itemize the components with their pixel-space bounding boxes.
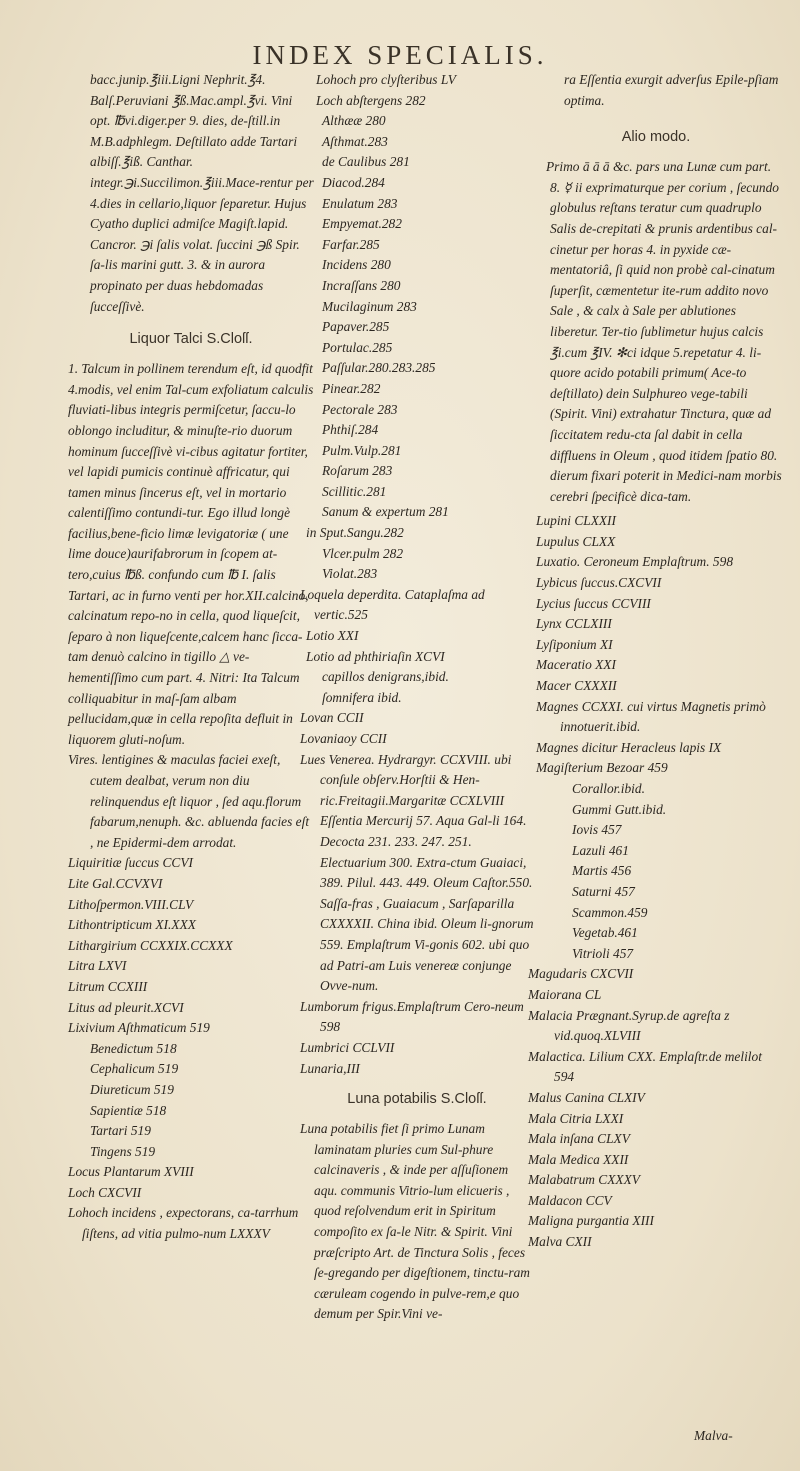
index-entry: Lumbrici CCLVII bbox=[300, 1039, 395, 1055]
index-entry: Litra LXVI bbox=[68, 958, 127, 974]
index-entry: Lupulus CLXX bbox=[536, 533, 616, 549]
index-subentry: Pinear.282 bbox=[322, 380, 381, 396]
index-subentry: Lazuli 461 bbox=[572, 842, 629, 858]
index-subentry: Vlcer.pulm 282 bbox=[322, 545, 404, 561]
index-subentry: Sapientiæ 518 bbox=[90, 1102, 167, 1118]
index-subentry: Diacod.284 bbox=[322, 174, 385, 190]
section-heading: Alio modo. bbox=[621, 129, 691, 146]
index-subentry: Mucilaginum 283 bbox=[322, 298, 417, 314]
index-entry: Mala Medica XXII bbox=[528, 1151, 629, 1167]
index-entry: Lithargirium CCXXIX.CCXXX bbox=[68, 937, 233, 953]
index-subentry: Vitrioli 457 bbox=[572, 945, 634, 961]
index-entry: Mala Citria LXXI bbox=[528, 1110, 624, 1126]
index-subentry: Farfar.285 bbox=[322, 236, 380, 252]
index-entry: Maiorana CL bbox=[528, 986, 602, 1002]
index-entry: Lunaria,III bbox=[300, 1060, 360, 1076]
index-entry: Magiſterium Bezoar 459 bbox=[536, 760, 668, 776]
vires-text: Vires. lentigines & maculas faciei exeſt, cutem dealbat, verum non diu relinquendus eſt liquor , ſed aqu.florum fabarum,nenuph. &c. abluenda facies eſt , ne Epidermi-dem arrodat. bbox=[68, 752, 310, 850]
index-entry: Litus ad pleurit.XCVI bbox=[68, 999, 184, 1015]
index-entry: Malus Canina CLXIV bbox=[528, 1089, 645, 1105]
page-title: INDEX SPECIALIS. bbox=[252, 40, 548, 70]
index-entry: Malacia Prægnant.Syrup.de agreſta z vid.quoq.XLVIII bbox=[528, 1007, 730, 1044]
index-subentry: Incidens 280 bbox=[322, 257, 391, 273]
index-column-right bbox=[528, 70, 784, 1253]
index-entry: Lite Gal.CCVXVI bbox=[68, 875, 163, 891]
index-entry: Malabatrum CXXXV bbox=[528, 1172, 640, 1188]
index-entry: Maligna purgantia XIII bbox=[528, 1213, 654, 1229]
index-subentry: de Caulibus 281 bbox=[322, 154, 410, 170]
index-subentry: Tingens 519 bbox=[90, 1143, 156, 1159]
index-entry: Locus Plantarum XVIII bbox=[68, 1164, 194, 1180]
index-entry: Lohoch incidens , expectorans, ca-tarrhum ſiſtens, ad vitia pulmo-num LXXXV bbox=[68, 1205, 299, 1242]
index-subentry: Corallor.ibid. bbox=[572, 781, 645, 796]
index-entry: Lycius ſuccus CCVIII bbox=[536, 595, 651, 611]
recipe-text: 1. Talcum in pollinem terendum eſt, id quodfit 4.modis, vel enim Tal-cum exfoliatum calculis fluviati-libus integris permiſcetur, ſaccu-lo oblongo includitur, & minuſte-rio duorum hominum ſucceſſivè vi-cibus agitatur fortiter, vel lapidi pumicis continuè affricatur, qui tamen minus ſincerus eſt, vel in mortario calentiſſimo contundi-tur. Ego illud longè facilius,bene-ficio limæ levigatoriæ ( une lime douce)aurifabrorum in ſcopem at-tero,cuius ℔ß. confundo cum ℔ I. ſalis Tartari, ac in furno venti per hor.XII.calcino, calcinatum repo-no in cella, quod liqueſcit, ſeparo à non liqueſcente,calcem hanc ſicca-tam denuò calcino in tigillo △ ve-hementiſſimo cum part. 4. Nitri: Ita Talcum colliquabitur in maſ-ſam albam pellucidam,quæ in cella repoſita defluit in liquorem gluti-noſum. bbox=[68, 361, 314, 747]
recipe-text: Luna potabilis fiet ſi primo Lunam laminatam pluries cum Sul-phure calcinaveris , & inde per aſſuſionem aqu. communis Vitrio-lum elicueris , quod reſolvendum erit in Spiritum compoſito ex ſa-le Nitr. & Spirit. Vini præſcripto Art. de Tinctura Solis , feces ſe-gregando per digeſtionem, tinctu-ram cæruleam cogendo in pulve-rem,e quo demum per Spir.Vini ve- bbox=[300, 1121, 530, 1322]
index-entry: Lupini CLXXII bbox=[536, 513, 616, 529]
index-entry: Loch CXCVII bbox=[68, 1184, 142, 1200]
index-subentry: Scammon.459 bbox=[572, 904, 648, 920]
index-entry: Lotio ad phthiriaſin XCVI bbox=[306, 648, 445, 664]
index-subentry: Pectorale 283 bbox=[322, 401, 398, 417]
recipe-continuation: ra Eſſentia exurgit adverſus Epile-pſiam optima. bbox=[564, 72, 779, 108]
index-entry: Lues Venerea. Hydrargyr. CCXVIII. ubi conſule obſerv.Horſtii & Hen-ric.Freitagii.Margaritæ CCXLVIII Eſſentia Mercurij 57. Aqua Gal-li 164. Decocta 231. 233. 247. 251. Electuarium 300. Extra-ctum Guaiaci, 389. Pilul. 443. 449. Oleum Caſtor.550. Saſſa-fras , Guaiacum , Sarſaparilla CXXXXII. China ibid. Oleum li-gnorum 559. Emplaſtrum Vi-gonis 602. ubi quo ad Patri-am Luis venereæ conjunge Ovve-num. bbox=[300, 751, 534, 994]
index-subentry: Enulatum 283 bbox=[322, 195, 398, 211]
index-entry: Lohoch pro clyſteribus LV bbox=[316, 72, 456, 87]
index-entry: Magudaris CXCVII bbox=[528, 966, 634, 982]
catchword: Malva- bbox=[694, 1428, 733, 1443]
index-entry: Lithontripticum XI.XXX bbox=[68, 917, 196, 933]
index-entry: Lovaniaoy CCII bbox=[300, 731, 387, 746]
index-subentry: Aſthmat.283 bbox=[322, 133, 388, 149]
index-subentry: Empyemat.282 bbox=[322, 216, 402, 232]
index-subentry: Cephalicum 519 bbox=[90, 1061, 179, 1077]
index-subentry: Benedictum 518 bbox=[90, 1040, 177, 1056]
index-subentry: Paſſular.280.283.285 bbox=[322, 360, 436, 376]
index-entry: Lithoſpermon.VIII.CLV bbox=[68, 896, 194, 912]
index-entry: Lotio XXI bbox=[306, 628, 359, 644]
section-heading: Liquor Talci S.Cloſſ. bbox=[129, 331, 253, 348]
index-entry: Luxatio. Ceroneum Emplaſtrum. 598 bbox=[536, 554, 734, 570]
index-entry: Maldacon CCV bbox=[528, 1192, 612, 1208]
index-subentry: Vegetab.461 bbox=[572, 925, 638, 941]
index-entry: Magnes CCXXI. cui virtus Magnetis primò innotuerit.ibid. bbox=[536, 698, 766, 735]
recipe-text: Primo ā ā ā &c. pars una Lunæ cum part. 8. ☿ ii exprimaturque per corium , ſecundo globulus reſtans teratur cum quadruplo Salis de-crepitati & prunis ardentibus cal-cinetur per horas 4. in pyxide cæ-mentatoriâ, ſi quid non probè cal-cinatum ſuperſit, cæmentetur ite-rum addito novo Sale , & calx à Sale per ablutiones liberetur. Ter-tio ſublimetur hujus calcis ℥i.cum ℥IV. ✻ci idque 5.repetatur 4. li-quore acido potabili primum( Ace-to deſtillato) dein Sulphureo vege-tabili (Spirit. Vini) extrahatur Tinctura, quæ ad ſiccitatem redu-cta ſal dabit in cella diffluens in Oleum , quod itidem ſpatio 80. dierum fixari poterit in Medici-nam morbis cerebri ſpecificè dica-tam. bbox=[546, 159, 782, 504]
index-subentry: capillos denigrans,ibid. bbox=[322, 669, 449, 685]
index-subentry: Diureticum 519 bbox=[90, 1081, 174, 1097]
index-entry: Litrum CCXIII bbox=[68, 978, 148, 994]
index-entry: Loch abſtergens 282 bbox=[316, 92, 426, 108]
index-entry: Lovan CCII bbox=[300, 710, 364, 726]
index-column-middle bbox=[300, 70, 534, 1325]
index-entry: Malva CXII bbox=[528, 1234, 592, 1250]
index-subentry: Pulm.Vulp.281 bbox=[322, 442, 402, 458]
index-subentry: Violat.283 bbox=[322, 566, 378, 582]
index-entry: Lynx CCLXIII bbox=[536, 616, 612, 632]
index-subentry: Martis 456 bbox=[572, 863, 632, 879]
index-subentry: Phthiſ.284 bbox=[322, 422, 379, 438]
index-entry: Lixivium Aſthmaticum 519 bbox=[68, 1020, 210, 1036]
index-entry: Magnes dicitur Heracleus lapis IX bbox=[536, 739, 722, 755]
index-entry: Liquiritiæ ſuccus CCVI bbox=[68, 855, 193, 871]
index-column-left bbox=[68, 70, 314, 1245]
index-entry: Lyſiponium XI bbox=[536, 636, 613, 652]
index-subentry: Roſarum 283 bbox=[322, 463, 393, 479]
index-entry: Lumborum frigus.Emplaſtrum Cero-neum 598 bbox=[300, 998, 524, 1035]
index-entry: in Sput.Sangu.282 bbox=[306, 525, 404, 541]
index-entry: Macer CXXXII bbox=[536, 678, 617, 694]
index-entry: Maceratio XXI bbox=[536, 657, 616, 673]
index-subentry: Gummi Gutt.ibid. bbox=[572, 801, 667, 817]
index-subentry: Althææ 280 bbox=[322, 113, 386, 129]
index-entry: Lybicus ſuccus.CXCVII bbox=[536, 575, 662, 591]
index-subentry: ſomnifera ibid. bbox=[322, 689, 402, 705]
index-subentry: Scillitic.281 bbox=[322, 483, 387, 499]
index-subentry: Saturni 457 bbox=[572, 883, 635, 899]
index-subentry: Portulac.285 bbox=[322, 339, 393, 355]
index-subentry: Incraſſans 280 bbox=[322, 277, 401, 293]
index-entry: Malactica. Lilium CXX. Emplaſtr.de melilot 594 bbox=[528, 1048, 762, 1085]
section-heading: Luna potabilis S.Cloſſ. bbox=[347, 1091, 487, 1108]
index-entry: Mala inſana CLXV bbox=[528, 1131, 630, 1147]
index-subentry: Iovis 457 bbox=[572, 822, 622, 838]
index-subentry: Tartari 519 bbox=[90, 1123, 151, 1139]
index-subentry: Papaver.285 bbox=[322, 319, 390, 335]
index-subentry: Sanum & expertum 281 bbox=[322, 504, 449, 520]
index-entry: Loquela deperdita. Cataplaſma ad vertic.525 bbox=[300, 586, 485, 623]
recipe-continuation: bacc.junip.℥iii.Ligni Nephrit.℥4. Balſ.Peruviani ℥ß.Mac.ampl.℥vi. Vini opt. ℔vi.diger.per 9. dies, de-ſtill.in M.B.adphlegm. Deſtillato adde Tartari albiſſ.℥iß. Canthar. integr.℈i.Succilimon.℥iii.Mace-rentur per 4.dies in cellario,liquor ſeparetur. Hujus Cyatho duplici admiſce Magiſt.lapid. Cancror. ℈i ſalis volat. ſuccini ℈ß Spir. ſa-lis marini gutt. 3. & in aurora propinato per duas hebdomadas ſucceſſivè. bbox=[90, 72, 314, 314]
